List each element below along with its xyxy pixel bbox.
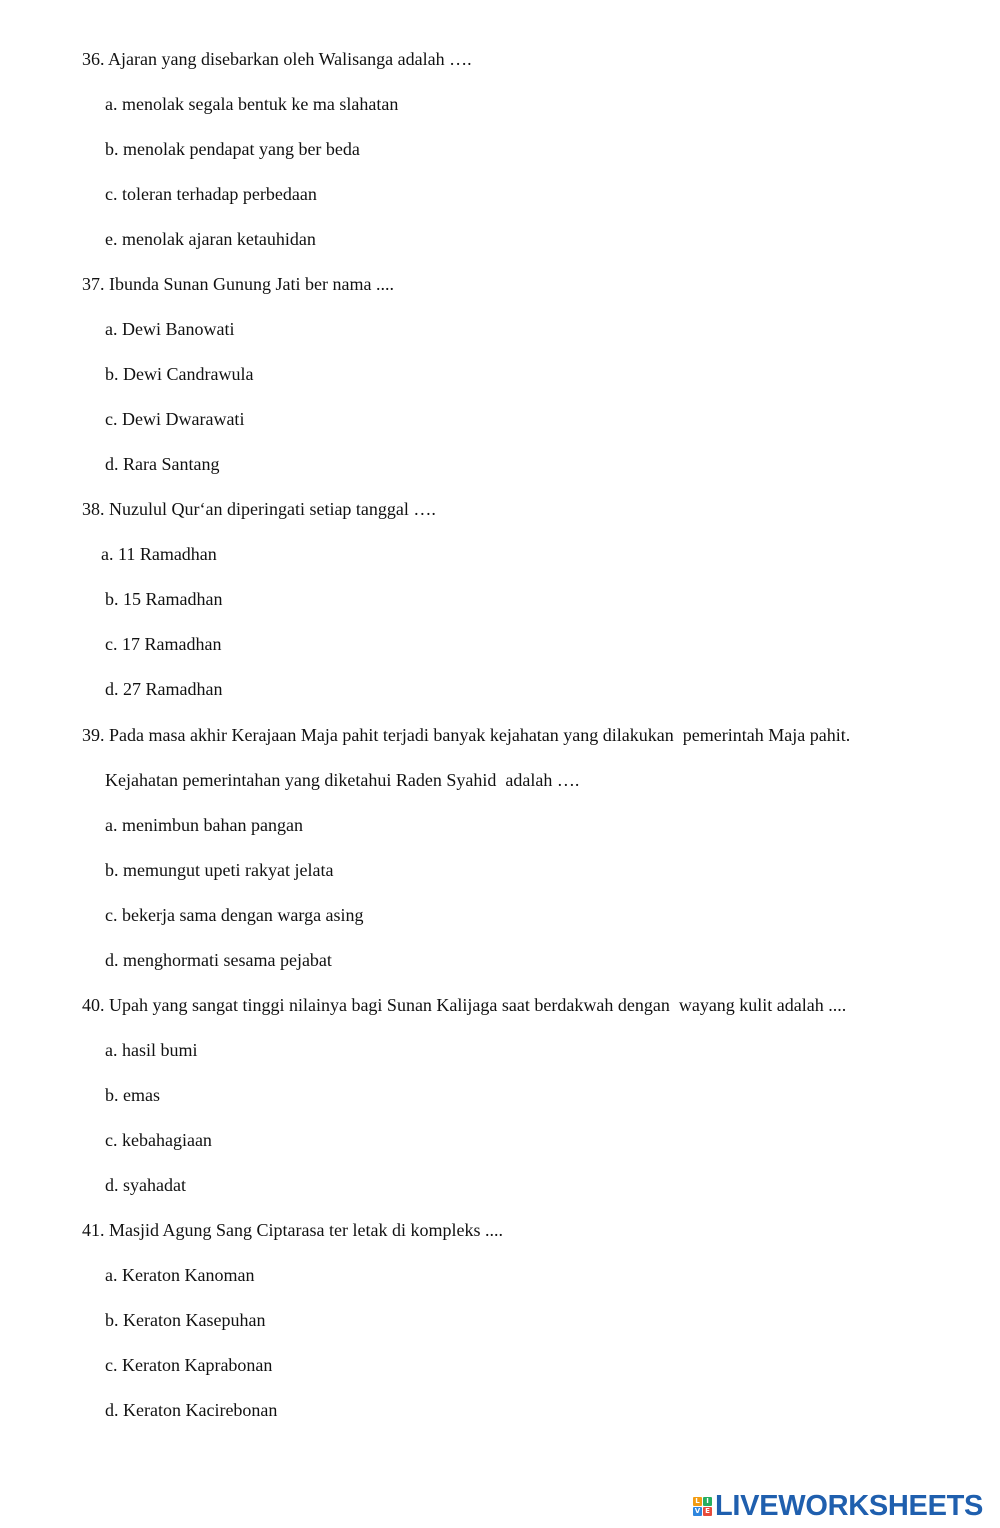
question-39-option-d[interactable]: d. menghormati sesama pejabat [105,950,332,970]
question-40-option-c[interactable]: c. kebahagiaan [105,1130,212,1150]
question-36-option-c[interactable]: c. toleran terhadap perbedaan [105,184,317,204]
question-41-option-c[interactable]: c. Keraton Kaprabonan [105,1355,273,1375]
question-37-option-d[interactable]: d. Rara Santang [105,454,220,474]
question-38-option-b[interactable]: b. 15 Ramadhan [105,589,223,609]
question-37-option-c[interactable]: c. Dewi Dwarawati [105,409,245,429]
question-39-option-b[interactable]: b. memungut upeti rakyat jelata [105,860,334,880]
logo-mark-cell: V [694,1506,701,1515]
question-40-option-d[interactable]: d. syahadat [105,1175,186,1195]
question-37-option-a[interactable]: a. Dewi Banowati [105,319,235,339]
question-36-text: 36. Ajaran yang disebarkan oleh Walisanga adalah …. [82,49,472,69]
logo-mark-cell: L [693,1497,702,1506]
question-39-text-continuation: Kejahatan pemerintahan yang diketahui Raden Syahid adalah …. [105,770,580,790]
question-41-option-b[interactable]: b. Keraton Kasepuhan [105,1310,266,1330]
question-37-option-b[interactable]: b. Dewi Candrawula [105,364,254,384]
question-41-text: 41. Masjid Agung Sang Ciptarasa ter letak di kompleks .... [82,1220,503,1240]
logo-mark-cell: E [703,1507,712,1516]
question-40-option-a[interactable]: a. hasil bumi [105,1040,198,1060]
question-41-option-d[interactable]: d. Keraton Kacirebonan [105,1400,278,1420]
logo-mark-cell: I [703,1497,712,1506]
liveworksheets-logo [693,1490,983,1522]
question-39-option-c[interactable]: c. bekerja sama dengan warga asing [105,905,364,925]
question-36-option-e[interactable]: e. menolak ajaran ketauhidan [105,229,316,249]
question-38-option-a[interactable]: a. 11 Ramadhan [101,544,217,564]
question-41-option-a[interactable]: a. Keraton Kanoman [105,1265,255,1285]
question-40-text: 40. Upah yang sangat tinggi nilainya bagi Sunan Kalijaga saat berdakwah dengan wayang kulit adalah .... [82,995,847,1015]
question-39-option-a[interactable]: a. menimbun bahan pangan [105,815,303,835]
question-40-option-b[interactable]: b. emas [105,1085,160,1105]
liveworksheets-logo-icon [693,1497,712,1516]
question-37-text: 37. Ibunda Sunan Gunung Jati ber nama .... [82,274,394,294]
question-36-option-b[interactable]: b. menolak pendapat yang ber beda [105,139,360,159]
liveworksheets-logo-text: LIVEWORKSHEETS [715,1490,984,1522]
question-39-text: 39. Pada masa akhir Kerajaan Maja pahit terjadi banyak kejahatan yang dilakukan pemerintah Maja pahit. [82,725,851,745]
question-38-option-c[interactable]: c. 17 Ramadhan [105,634,222,654]
question-38-option-d[interactable]: d. 27 Ramadhan [105,679,223,699]
question-38-text: 38. Nuzulul Qur‘an diperingati setiap tanggal …. [82,499,436,519]
question-36-option-a[interactable]: a. menolak segala bentuk ke ma slahatan [105,94,399,114]
